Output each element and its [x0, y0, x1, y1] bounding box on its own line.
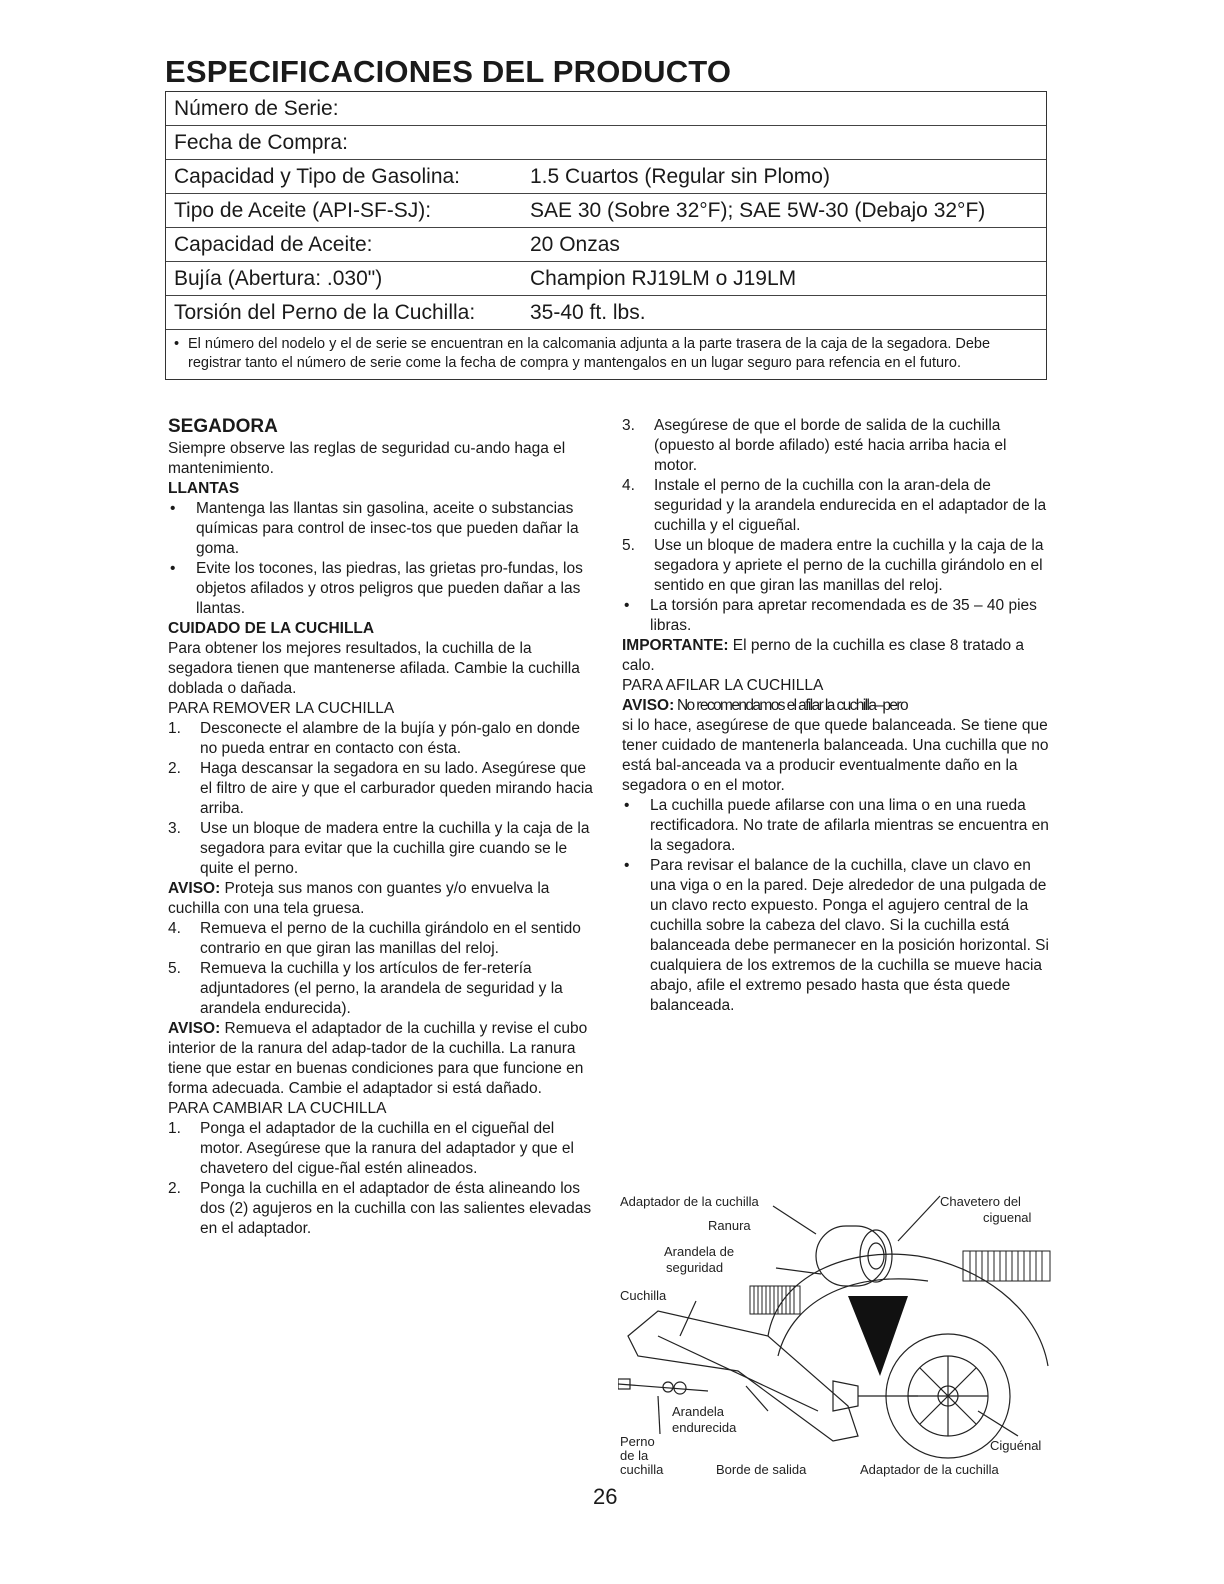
step-number: 2.: [168, 1180, 181, 1197]
spec-note: [166, 330, 1046, 379]
left-column: [168, 416, 600, 1239]
list-item: [168, 559, 600, 619]
list-item: [622, 596, 1052, 636]
step-number: 2.: [168, 760, 181, 777]
importante-text: El perno de la cuchilla es clase 8 tratado a calo.: [622, 637, 1025, 674]
list-item-text: Evite los tocones, las piedras, las grietas pro-fundas, los objetos afilados y otros peligros que pueden dañar a las llantas.: [196, 560, 583, 617]
label-borde-salida: Borde de salida: [716, 1462, 807, 1477]
label-perno-2: de la: [620, 1448, 649, 1463]
importante-note: [622, 636, 1052, 676]
spec-label: Bujía (Abertura: .030"): [174, 266, 383, 290]
list-item-text: Use un bloque de madera entre la cuchilla y la caja de la segadora para evitar que la cuchilla gire cuando se le quite el perno.: [200, 820, 590, 877]
step-number: 1.: [168, 1120, 181, 1137]
spec-value: SAE 30 (Sobre 32°F); SAE 5W-30 (Debajo 32°F): [530, 198, 986, 222]
spec-label: Capacidad de Aceite:: [174, 232, 373, 256]
spec-row: [166, 296, 1046, 330]
list-item-text: Haga descansar la segadora en su lado. Asegúrese que el filtro de aire y que el carburador queden mirando hacia arriba.: [200, 760, 593, 817]
label-ciguenal: Ciguénal: [990, 1438, 1042, 1453]
list-item-text: Instale el perno de la cuchilla con la aran-dela de seguridad y la arandela endurecida en el adaptador de la cuchilla y el cigueñal.: [654, 477, 1047, 534]
label-adaptador-bottom: Adaptador de la cuchilla: [860, 1462, 999, 1477]
label-arandela-end-2: endurecida: [672, 1420, 737, 1435]
spec-value: 1.5 Cuartos (Regular sin Plomo): [530, 164, 830, 188]
right-column: [622, 416, 1052, 1016]
list-item: [622, 476, 1052, 536]
list-item: [622, 536, 1052, 596]
aviso-text: Remueva el adaptador de la cuchilla y revise el cubo interior de la ranura del adap-tador de la cuchilla. La ranura tiene que estar en buenas condiciones para que funcione en forma adecuada. Cambie el adaptador si está dañado.: [168, 1020, 588, 1097]
spec-label: Torsión del Perno de la Cuchilla:: [174, 300, 476, 324]
bullet-icon: •: [170, 560, 176, 577]
bullet-icon: •: [174, 336, 180, 352]
aviso-label: AVISO:: [168, 1020, 221, 1037]
aviso-note: [168, 1019, 600, 1099]
aviso-text: Proteja sus manos con guantes y/o envuelva la cuchilla con una tela gruesa.: [168, 880, 550, 917]
spec-row: [166, 92, 1046, 126]
spec-label: Número de Serie:: [174, 96, 339, 120]
subheading-cambiar: PARA CAMBIAR LA CUCHILLA: [168, 1100, 387, 1117]
list-item-text: Ponga la cuchilla en el adaptador de ésta alineando los dos (2) agujeros en la cuchilla con las salientes elevadas en el adaptador.: [200, 1180, 592, 1237]
label-ranura: Ranura: [708, 1218, 751, 1233]
list-item-text: Mantenga las llantas sin gasolina, aceite o substancias químicas para control de insec-tos que pueden dañar la goma.: [196, 500, 579, 557]
bullet-icon: •: [624, 797, 630, 814]
cuidado-text: Para obtener los mejores resultados, la cuchilla de la segadora tienen que mantenerse afilada. Cambie la cuchilla doblada o dañada.: [168, 640, 580, 697]
section-heading-segadora: SEGADORA: [168, 416, 278, 437]
spec-row: [166, 160, 1046, 194]
segadora-text: Siempre observe las reglas de seguridad cu-ando haga el mantenimiento.: [168, 440, 566, 477]
step-number: 3.: [622, 417, 635, 434]
list-item-text: La torsión para apretar recomendada es de 35 – 40 pies libras.: [650, 597, 1037, 634]
list-item: [168, 759, 600, 819]
list-item: [168, 1179, 600, 1239]
label-arandela-seg-2: seguridad: [666, 1260, 724, 1275]
page-title: ESPECIFICACIONES DEL PRODUCTO: [165, 54, 732, 89]
list-item: [168, 499, 600, 559]
list-item-text: Remueva la cuchilla y los artículos de fer-retería adjuntadores (el perno, la arandela de seguridad y la arandela endurecida).: [200, 960, 563, 1017]
list-item: [168, 1119, 600, 1179]
aviso-text: si lo hace, asegúrese de que quede balanceada. Se tiene que tener cuidado de mantenerla balanceada. Una cuchilla que no está bal-anceada va a producir eventualmente daño en la segadora o en el motor.: [622, 717, 1049, 794]
spec-table: [165, 91, 1047, 380]
section-heading-llantas: LLANTAS: [168, 480, 240, 497]
label-adaptador-top: Adaptador de la cuchilla: [620, 1194, 759, 1209]
step-number: 5.: [168, 960, 181, 977]
aviso-label: AVISO:: [168, 880, 221, 897]
spec-label: Fecha de Compra:: [174, 130, 348, 154]
aviso-label: AVISO:: [622, 697, 675, 714]
aviso-text-condensed: No recomendamos el afilar la cuchilla–pero: [674, 697, 907, 714]
step-number: 3.: [168, 820, 181, 837]
label-arandela-end-1: Arandela: [672, 1404, 725, 1419]
list-item-text: Desconecte el alambre de la bujía y pón-galo en donde no pueda entrar en contacto con ésta.: [200, 720, 581, 757]
bullet-icon: •: [170, 500, 176, 517]
spec-value: 20 Onzas: [530, 232, 620, 256]
list-item-text: Para revisar el balance de la cuchilla, clave un clavo en una viga o en la pared. Deje alrededor de una pulgada de un clavo recto expuesto. Ponga el agujero central de la cuchilla sobre la cabeza del clavo. Si la cuchilla está balanceada debe permanecer en la posición horizontal. Si cualquiera de los extremos de la cuchilla se mueve hacia abajo, afile el extremo pesado hasta que ésta quede balanceada.: [650, 857, 1049, 1014]
step-number: 4.: [168, 920, 181, 937]
spec-note-text: El número del nodelo y el de serie se encuentran en la calcomania adjunta a la parte trasera de la caja de la segadora. Debe registrar tanto el número de serie come la fecha de compra y mantengalos en un lugar seguro para refencia en el futuro.: [188, 336, 991, 371]
spec-row: [166, 262, 1046, 296]
list-item-text: Asegúrese de que el borde de salida de la cuchilla (opuesto al borde afilado) esté hacia arriba hacia el motor.: [654, 417, 1007, 474]
section-heading-cuidado: CUIDADO DE LA CUCHILLA: [168, 620, 375, 637]
step-number: 1.: [168, 720, 181, 737]
blade-assembly-diagram: [618, 1186, 1058, 1496]
page-number: 26: [593, 1484, 618, 1509]
list-item: [622, 416, 1052, 476]
list-item-text: Use un bloque de madera entre la cuchilla y la caja de la segadora y apriete el perno de la cuchilla girándolo en el sentido en que giran las manillas del reloj.: [654, 537, 1044, 594]
list-item: [622, 796, 1052, 856]
list-item: [168, 959, 600, 1019]
bullet-icon: •: [624, 597, 630, 614]
list-item-text: Ponga el adaptador de la cuchilla en el cigueñal del motor. Asegúrese que la ranura del adaptador y que el chavetero del cigue-ñal estén alineados.: [200, 1120, 574, 1177]
spec-row: [166, 228, 1046, 262]
list-item: [622, 856, 1052, 1016]
list-item-text: Remueva el perno de la cuchilla girándolo en el sentido contrario en que giran las manillas del reloj.: [200, 920, 581, 957]
list-item: [168, 919, 600, 959]
spec-value: Champion RJ19LM o J19LM: [530, 266, 797, 290]
aviso-note: [168, 879, 600, 919]
importante-label: IMPORTANTE:: [622, 637, 729, 654]
spec-value: 35-40 ft. lbs.: [530, 300, 646, 324]
label-perno-1: Perno: [620, 1434, 655, 1449]
list-item: [168, 819, 600, 879]
subheading-remover: PARA REMOVER LA CUCHILLA: [168, 700, 395, 717]
label-chavetero-2: ciguenal: [983, 1210, 1032, 1225]
list-item: [168, 719, 600, 759]
subheading-afilar: PARA AFILAR LA CUCHILLA: [622, 677, 824, 694]
aviso-note: [622, 696, 1052, 716]
step-number: 5.: [622, 537, 635, 554]
step-number: 4.: [622, 477, 635, 494]
list-item-text: La cuchilla puede afilarse con una lima o en una rueda rectificadora. No trate de afilarla mientras se encuentra en la segadora.: [650, 797, 1049, 854]
spec-label: Capacidad y Tipo de Gasolina:: [174, 164, 461, 188]
spec-row: [166, 194, 1046, 228]
spec-label: Tipo de Aceite (API-SF-SJ):: [174, 198, 432, 222]
label-arandela-seg-1: Arandela de: [664, 1244, 735, 1259]
label-perno-3: cuchilla: [620, 1462, 664, 1477]
bullet-icon: •: [624, 857, 630, 874]
spec-row: [166, 126, 1046, 160]
label-cuchilla: Cuchilla: [620, 1288, 667, 1303]
label-chavetero-1: Chavetero del: [940, 1194, 1021, 1209]
